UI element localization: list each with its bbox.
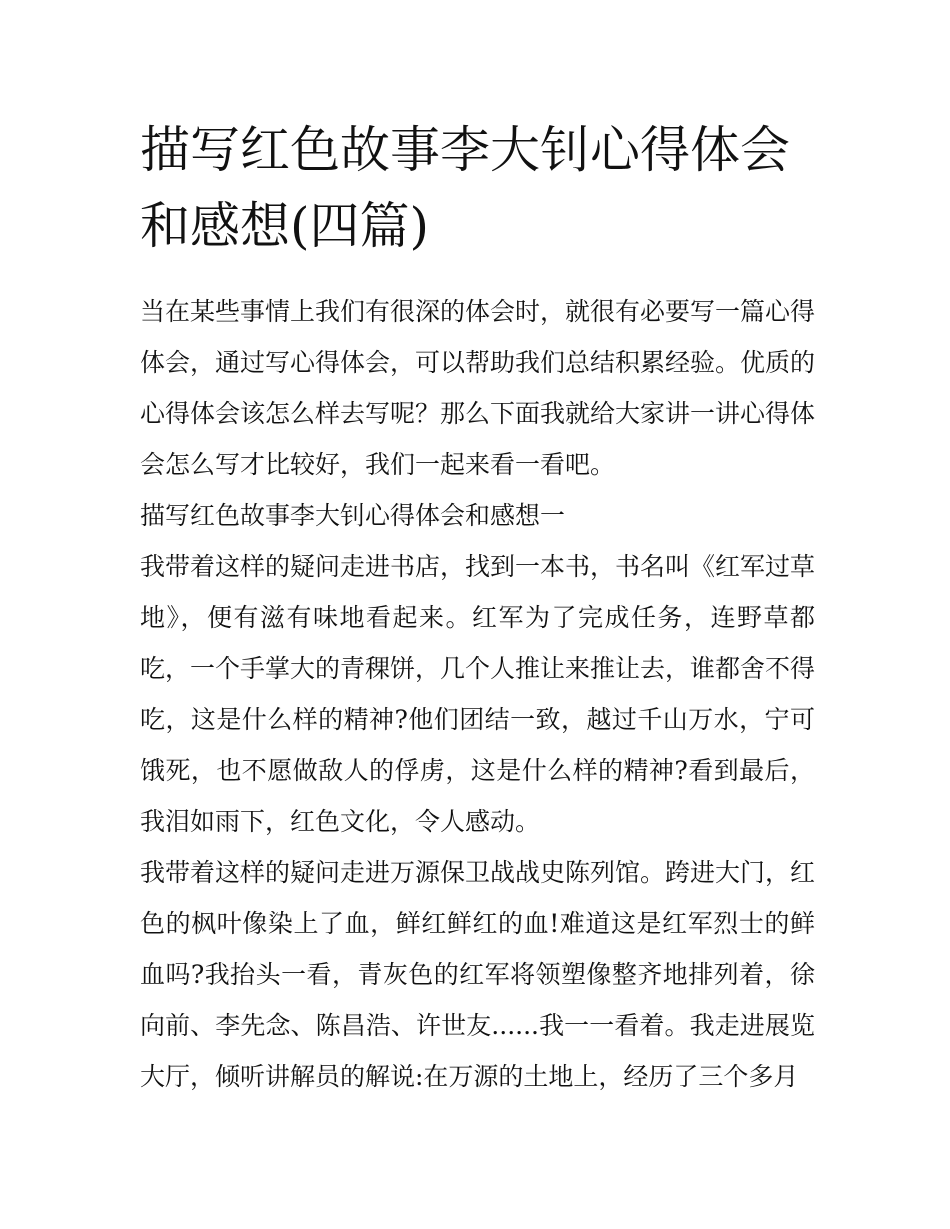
document-page (140, 112, 815, 1102)
section-heading: 描写红色故事李大钊心得体会和感想一 (140, 501, 566, 530)
body-paragraph-2: 我带着这样的疑问走进万源保卫战战史陈列馆。跨进大门，红色的枫叶像染上了血，鲜红鲜红的血!难道这是红军烈士的鲜血吗?我抬头一看，青灰色的红军将领塑像整齐地排列着，徐向前、李先念、陈昌浩、许世友......我一一看着。我走进展览大厅，倾听讲解员的解说:在万源的土地上，经历了三个多月 (140, 858, 816, 1091)
intro-paragraph: 当在某些事情上我们有很深的体会时，就很有必要写一篇心得体会，通过写心得体会，可以帮助我们总结积累经验。优质的心得体会该怎么样去写呢？那么下面我就给大家讲一讲心得体会怎么写才比较好，我们一起来看一看吧。 (140, 297, 816, 479)
body-paragraph-1: 我带着这样的疑问走进书店，找到一本书，书名叫《红军过草地》，便有滋有味地看起来。红军为了完成任务，连野草都吃，一个手掌大的青稞饼，几个人推让来推让去，谁都舍不得吃，这是什么样的精神?他们团结一致，越过千山万水，宁可饿死，也不愿做敌人的俘虏，这是什么样的精神?看到最后，我泪如雨下，红色文化，令人感动。 (140, 552, 816, 836)
document-title: 描写红色故事李大钊心得体会和感想(四篇) (140, 121, 790, 255)
